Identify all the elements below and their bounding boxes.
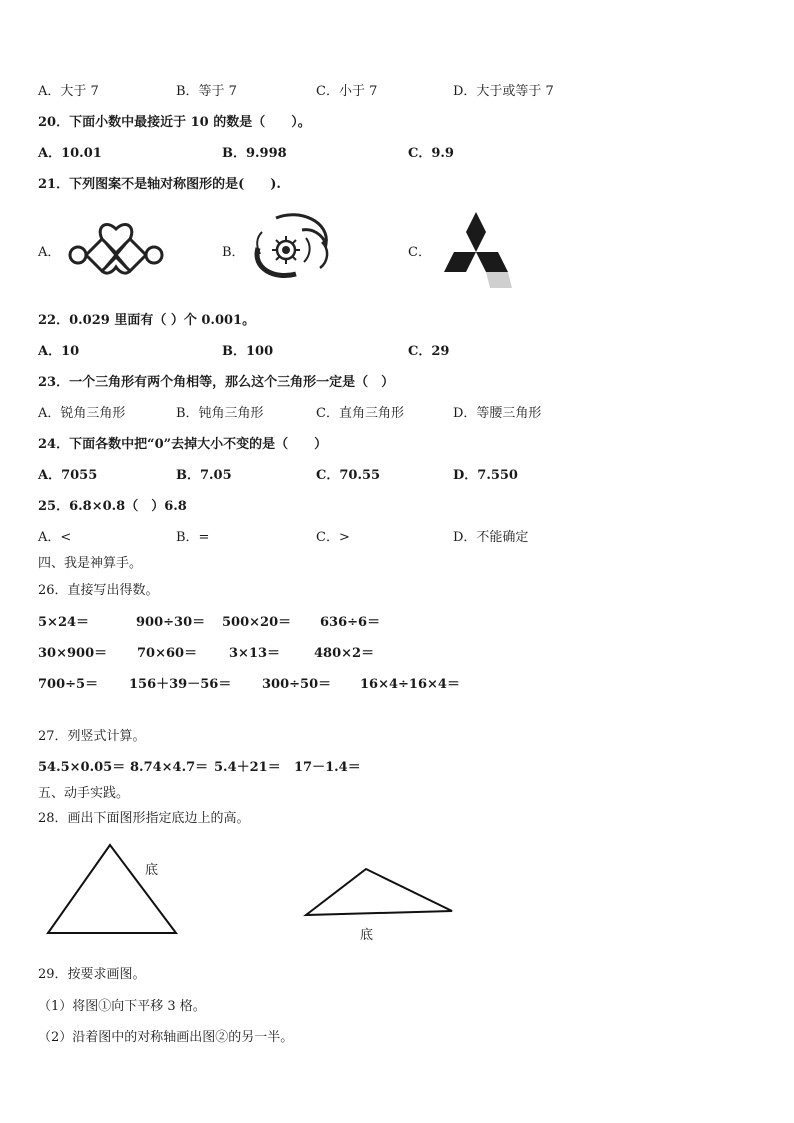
q28-triangle-1 — [44, 840, 184, 940]
q24-option-c: C．70.55 — [316, 468, 381, 483]
q19-option-b: B．等于 7 — [176, 84, 237, 99]
q20-option-a: A．10.01 — [38, 146, 102, 161]
q28-triangle-2 — [302, 864, 458, 920]
q28-base-label-1: 底 — [145, 863, 159, 878]
q23-option-b: B．钝角三角形 — [176, 406, 264, 421]
q23-stem: 23．一个三角形有两个角相等，那么这个三角形一定是（ ） — [38, 375, 395, 390]
q25-option-b: B．= — [176, 530, 210, 545]
q21-option-c: C． — [408, 245, 431, 260]
q20-option-b: B．9.998 — [222, 146, 287, 161]
q29-part-1: （1）将图①向下平移 3 格。 — [38, 999, 206, 1014]
q25-option-d: D．不能确定 — [453, 530, 529, 545]
yin-yang-swirl-icon — [248, 210, 334, 280]
q27-item: 5.4＋21＝ — [214, 760, 281, 775]
q19-option-a: A．大于 7 — [38, 84, 99, 99]
q20-stem: 20．下面小数中最接近于 10 的数是（ ）。 — [38, 115, 311, 130]
q21-option-b: B． — [222, 245, 245, 260]
q22-option-c: C．29 — [408, 344, 450, 359]
q24-option-a: A．7055 — [38, 468, 98, 483]
q25-option-a: A．< — [38, 530, 72, 545]
q26-item: 16×4÷16×4＝ — [360, 677, 460, 692]
q25-stem: 25．6.8×0.8（ ）6.8 — [38, 499, 187, 514]
q23-option-a: A．锐角三角形 — [38, 406, 126, 421]
q24-stem: 24．下面各数中把“0”去掉大小不变的是（ ） — [38, 437, 328, 452]
three-diamonds-logo-icon — [440, 210, 512, 290]
q19-option-c: C．小于 7 — [316, 84, 378, 99]
q26-item: 480×2＝ — [314, 646, 375, 661]
q26-item: 500×20＝ — [222, 615, 292, 630]
q29-part-2: （2）沿着图中的对称轴画出图②的另一半。 — [38, 1030, 294, 1045]
q26-item: 30×900＝ — [38, 646, 108, 661]
q26-item: 900÷30＝ — [136, 615, 206, 630]
q27-item: 54.5×0.05＝ — [38, 760, 126, 775]
q26-item: 70×60＝ — [137, 646, 198, 661]
q26-item: 300÷50＝ — [262, 677, 332, 692]
section-5-title: 五、动手实践。 — [38, 786, 130, 801]
q27-stem: 27．列竖式计算。 — [38, 729, 146, 744]
q25-option-c: C．> — [316, 530, 350, 545]
q24-option-b: B．7.05 — [176, 468, 232, 483]
q28-base-label-2: 底 — [360, 928, 374, 943]
q26-item: 3×13＝ — [229, 646, 281, 661]
q26-item: 636÷6＝ — [320, 615, 381, 630]
q23-option-d: D．等腰三角形 — [453, 406, 542, 421]
q26-item: 156＋39－56＝ — [129, 677, 232, 692]
q29-stem: 29．按要求画图。 — [38, 967, 146, 982]
q22-option-b: B．100 — [222, 344, 274, 359]
q26-item: 700÷5＝ — [38, 677, 99, 692]
q27-item: 8.74×4.7＝ — [130, 760, 209, 775]
q19-option-d: D．大于或等于 7 — [453, 84, 554, 99]
q24-option-d: D．7.550 — [453, 468, 518, 483]
q20-option-c: C．9.9 — [408, 146, 454, 161]
q22-option-a: A．10 — [38, 344, 80, 359]
q26-item: 5×24＝ — [38, 615, 90, 630]
q22-stem: 22．0.029 里面有（ ）个 0.001。 — [38, 313, 256, 328]
q21-stem: 21．下列图案不是轴对称图形的是( ). — [38, 177, 281, 192]
q28-stem: 28．画出下面图形指定底边上的高。 — [38, 811, 250, 826]
q21-option-a: A． — [38, 245, 61, 260]
q23-option-c: C．直角三角形 — [316, 406, 404, 421]
q27-item: 17－1.4＝ — [294, 760, 361, 775]
q26-stem: 26．直接写出得数。 — [38, 583, 159, 598]
section-4-title: 四、我是神算手。 — [38, 556, 143, 571]
chinese-knot-icon — [66, 215, 166, 275]
